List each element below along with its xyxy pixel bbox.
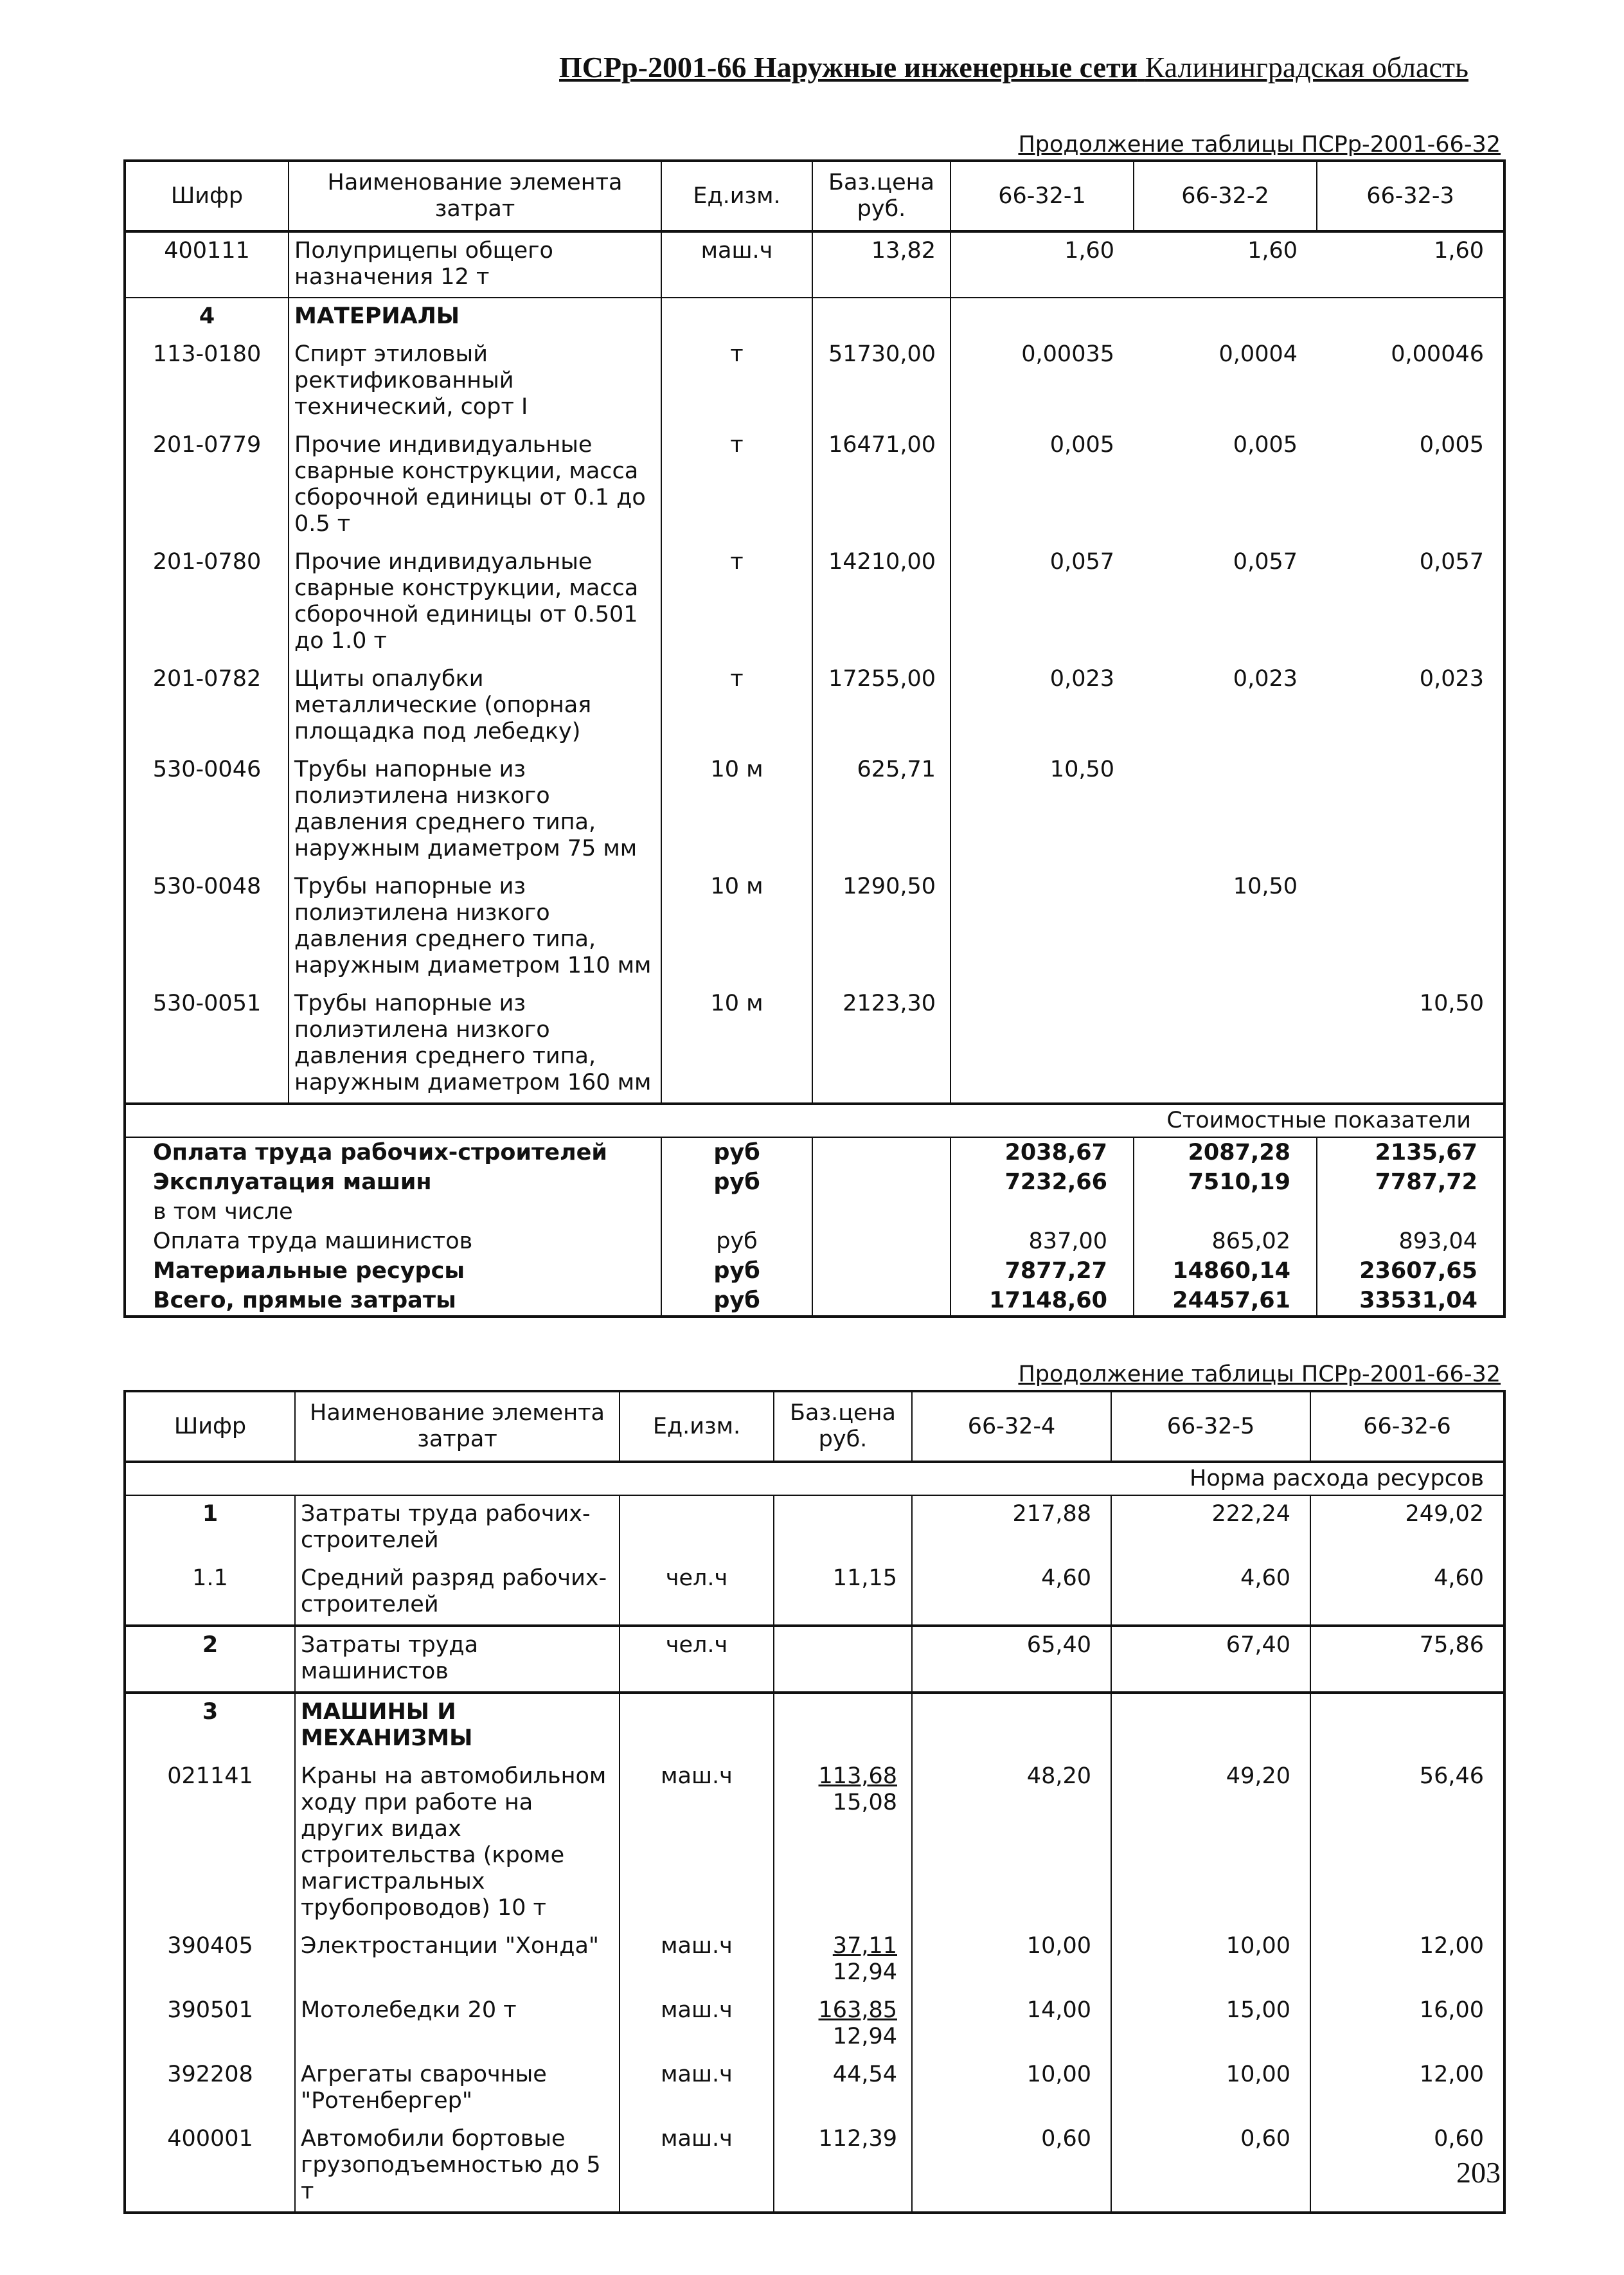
price-cell: 13,82 <box>812 231 950 298</box>
code-cell: 400001 <box>125 2121 295 2213</box>
name-cell: Полуприцепы общего назначения 12 т <box>289 231 661 298</box>
name-cell: Трубы напорные из полиэтилена низкого давления среднего типа, наружным диаметром 110 мм <box>289 868 661 985</box>
value-cell: 7787,72 <box>1375 1169 1477 1195</box>
value-cell: 837,00 <box>950 1227 1134 1256</box>
value-cell: 4,60 <box>1111 1560 1310 1626</box>
code-cell: 530-0046 <box>125 751 289 868</box>
unit-cell: руб <box>661 1227 812 1256</box>
table-row <box>125 751 1504 868</box>
summary-label: в том числе <box>125 1197 661 1227</box>
value-cell: 0,023 <box>1419 666 1484 692</box>
empty-cell <box>812 1197 950 1227</box>
value-cell: 0,60 <box>1111 2121 1310 2213</box>
value-cell: 0,0004 <box>1218 341 1298 367</box>
value-cell <box>1134 1197 1317 1227</box>
table-continuation-label: Продолжение таблицы ПСРр-2001-66-32 <box>1018 1362 1501 1387</box>
summary-label: Оплата труда машинистов <box>125 1227 661 1256</box>
price-cell <box>774 1992 912 2056</box>
name-cell: Средний разряд рабочих-строителей <box>295 1560 620 1626</box>
value-cell: 10,00 <box>912 1928 1111 1992</box>
code-cell: 4 <box>125 298 289 336</box>
table-row <box>125 868 1504 985</box>
code-cell: 201-0782 <box>125 661 289 751</box>
code-cell: 2 <box>125 1626 295 1693</box>
code-cell: 400111 <box>125 231 289 298</box>
table-row <box>125 1693 1504 1758</box>
value-cell: 0,00046 <box>1391 341 1484 367</box>
resource-table-1 <box>123 159 1506 1318</box>
price-cell: 16471,00 <box>812 427 950 544</box>
name-cell: Агрегаты сварочные "Ротенбергер" <box>295 2056 620 2121</box>
unit-cell: т <box>661 661 812 751</box>
table-row <box>125 427 1504 544</box>
name-cell: Трубы напорные из полиэтилена низкого давления среднего типа, наружным диаметром 75 мм <box>289 751 661 868</box>
empty-cell <box>812 1167 950 1197</box>
value-cell: 0,005 <box>1049 432 1114 458</box>
price-cell: 51730,00 <box>812 336 950 427</box>
name-cell: Автомобили бортовые грузоподъемностью до 5 т <box>295 2121 620 2213</box>
table-row <box>125 231 1504 298</box>
unit-cell: маш.ч <box>620 2121 774 2213</box>
price-cell: 625,71 <box>812 751 950 868</box>
price-value: 44,54 <box>832 2062 897 2087</box>
resource-table-2 <box>123 1390 1506 2214</box>
code-cell: 3 <box>125 1693 295 1758</box>
unit-cell <box>661 298 812 336</box>
value-cell: 249,02 <box>1405 1501 1484 1527</box>
table-row <box>125 544 1504 661</box>
column-header: 66-32-6 <box>1310 1391 1504 1462</box>
unit-cell: маш.ч <box>620 1992 774 2056</box>
value-cell: 15,00 <box>1111 1992 1310 2056</box>
value-cell: 10,50 <box>1049 757 1114 782</box>
value-cell: 10,00 <box>1111 1928 1310 1992</box>
unit-cell <box>620 1495 774 1560</box>
unit-cell: т <box>661 544 812 661</box>
code-cell: 113-0180 <box>125 336 289 427</box>
price-cell: 2123,30 <box>812 985 950 1104</box>
price-cell: 14210,00 <box>812 544 950 661</box>
unit-cell: руб <box>661 1137 812 1167</box>
value-cell: 67,40 <box>1111 1626 1310 1693</box>
name-cell: Прочие индивидуальные сварные конструкции, масса сборочной единицы от 0.1 до 0.5 т <box>289 427 661 544</box>
value-cell: 1,60 <box>1064 238 1114 264</box>
value-cell: 12,00 <box>1419 1933 1484 1959</box>
price-cell <box>774 1693 912 1758</box>
page-number: 203 <box>1456 2156 1501 2189</box>
value-cell <box>1317 1197 1504 1227</box>
unit-cell: чел.ч <box>620 1560 774 1626</box>
value-cell: 12,00 <box>1419 2062 1484 2087</box>
cost-indicators-label: Стоимостные показатели <box>125 1104 1504 1137</box>
price-cell: 17255,00 <box>812 661 950 751</box>
code-cell: 1.1 <box>125 1560 295 1626</box>
unit-cell <box>661 1197 812 1227</box>
value-cell <box>1317 751 1504 868</box>
value-cell: 0,005 <box>1419 432 1484 458</box>
value-cell: 4,60 <box>912 1560 1111 1626</box>
price-cell <box>774 1560 912 1626</box>
summary-label: Всего, прямые затраты <box>125 1286 661 1317</box>
price-cell <box>774 1495 912 1560</box>
value-cell: 0,00035 <box>1021 341 1114 367</box>
table-row <box>125 1626 1504 1693</box>
code-cell: 021141 <box>125 1758 295 1928</box>
name-cell: Спирт этиловый ректификованный технический, сорт I <box>289 336 661 427</box>
name-cell: Щиты опалубки металлические (опорная площадка под лебедку) <box>289 661 661 751</box>
table-row <box>125 1928 1504 1992</box>
value-cell <box>1111 1693 1310 1758</box>
unit-cell: т <box>661 427 812 544</box>
price-cell <box>774 2121 912 2213</box>
table-row <box>125 1495 1504 1560</box>
table-row <box>125 336 1504 427</box>
column-header: 66-32-4 <box>912 1391 1111 1462</box>
value-cell: 217,88 <box>912 1495 1111 1560</box>
summary-label: Материальные ресурсы <box>125 1256 661 1286</box>
price-value: 11,15 <box>832 1565 897 1591</box>
unit-cell: т <box>661 336 812 427</box>
value-cell <box>912 1693 1111 1758</box>
code-cell: 530-0051 <box>125 985 289 1104</box>
price-cell <box>774 2056 912 2121</box>
table-row <box>125 2121 1504 2213</box>
value-cell: 4,60 <box>1434 1565 1484 1591</box>
unit-cell: 10 м <box>661 985 812 1104</box>
unit-cell: маш.ч <box>620 1928 774 1992</box>
unit-cell: маш.ч <box>620 1758 774 1928</box>
table-row <box>125 985 1504 1104</box>
table-header-row <box>125 161 1504 231</box>
value-cell <box>950 985 1134 1104</box>
table-row <box>125 1992 1504 2056</box>
value-cell: 7510,19 <box>1134 1167 1317 1197</box>
price-secondary-value: 15,08 <box>832 1790 897 1815</box>
value-cell: 7232,66 <box>950 1167 1134 1197</box>
name-cell: Трубы напорные из полиэтилена низкого давления среднего типа, наружным диаметром 160 мм <box>289 985 661 1104</box>
column-header: Баз.цена руб. <box>774 1391 912 1462</box>
value-cell: 16,00 <box>1419 1997 1484 2023</box>
value-cell: 1,60 <box>1247 238 1298 264</box>
value-cell: 222,24 <box>1111 1495 1310 1560</box>
price-secondary-value: 12,94 <box>832 1959 897 1985</box>
value-cell <box>1134 298 1317 336</box>
code-cell: 390501 <box>125 1992 295 2056</box>
value-cell: 48,20 <box>912 1758 1111 1928</box>
name-cell: Затраты труда машинистов <box>295 1626 620 1693</box>
code-cell: 201-0779 <box>125 427 289 544</box>
summary-row <box>125 1197 1504 1227</box>
column-header: Шифр <box>125 161 289 231</box>
value-cell: 17148,60 <box>950 1286 1134 1317</box>
column-header: 66-32-5 <box>1111 1391 1310 1462</box>
empty-cell <box>812 1256 950 1286</box>
column-header: 66-32-1 <box>950 161 1134 231</box>
summary-row <box>125 1286 1504 1317</box>
unit-cell: руб <box>661 1167 812 1197</box>
value-cell: 33531,04 <box>1359 1288 1477 1313</box>
code-cell: 530-0048 <box>125 868 289 985</box>
price-secondary-value: 12,94 <box>832 2024 897 2049</box>
value-cell: 24457,61 <box>1134 1286 1317 1317</box>
value-cell: 49,20 <box>1111 1758 1310 1928</box>
price-cell <box>774 1758 912 1928</box>
value-cell: 0,005 <box>1233 432 1298 458</box>
value-cell: 0,60 <box>1434 2126 1484 2152</box>
value-cell: 65,40 <box>912 1626 1111 1693</box>
value-cell: 0,023 <box>1049 666 1114 692</box>
price-value: 163,85 <box>818 1997 897 2023</box>
table-row <box>125 2056 1504 2121</box>
unit-cell: 10 м <box>661 751 812 868</box>
column-header: 66-32-2 <box>1134 161 1317 231</box>
column-header: Баз.цена руб. <box>812 161 950 231</box>
summary-row <box>125 1137 1504 1167</box>
name-cell: МАТЕРИАЛЫ <box>289 298 661 336</box>
value-cell: 2087,28 <box>1134 1137 1317 1167</box>
table-continuation-label: Продолжение таблицы ПСРр-2001-66-32 <box>1018 132 1501 157</box>
value-cell: 893,04 <box>1398 1228 1477 1254</box>
column-header: 66-32-3 <box>1317 161 1504 231</box>
value-cell <box>1310 1693 1504 1758</box>
unit-cell: руб <box>661 1286 812 1317</box>
unit-cell: чел.ч <box>620 1626 774 1693</box>
value-cell: 0,057 <box>1233 549 1298 575</box>
empty-cell <box>812 1286 950 1317</box>
price-cell: 1290,50 <box>812 868 950 985</box>
summary-label: Оплата труда рабочих-строителей <box>125 1137 661 1167</box>
unit-cell: маш.ч <box>620 2056 774 2121</box>
value-cell: 56,46 <box>1419 1763 1484 1789</box>
value-cell: 865,02 <box>1134 1227 1317 1256</box>
code-cell: 392208 <box>125 2056 295 2121</box>
price-cell <box>812 298 950 336</box>
table-row <box>125 298 1504 336</box>
column-header: Ед.изм. <box>620 1391 774 1462</box>
page-header <box>559 50 1510 84</box>
price-value: 113,68 <box>818 1763 897 1789</box>
unit-cell: маш.ч <box>661 231 812 298</box>
value-cell: 14,00 <box>912 1992 1111 2056</box>
value-cell: 7877,27 <box>950 1256 1134 1286</box>
norm-label: Норма расхода ресурсов <box>125 1462 1504 1495</box>
name-cell: Электростанции "Хонда" <box>295 1928 620 1992</box>
value-cell <box>1317 298 1504 336</box>
price-cell <box>774 1928 912 1992</box>
value-cell <box>1134 751 1317 868</box>
empty-cell <box>812 1227 950 1256</box>
value-cell <box>1317 868 1504 985</box>
price-value: 112,39 <box>818 2126 897 2152</box>
code-cell: 201-0780 <box>125 544 289 661</box>
value-cell: 14860,14 <box>1134 1256 1317 1286</box>
name-cell: Мотолебедки 20 т <box>295 1992 620 2056</box>
column-header: Ед.изм. <box>661 161 812 231</box>
name-cell: Затраты труда рабочих-строителей <box>295 1495 620 1560</box>
name-cell: Краны на автомобильном ходу при работе на других видах строительства (кроме магистральных трубопроводов) 10 т <box>295 1758 620 1928</box>
value-cell: 0,60 <box>912 2121 1111 2213</box>
name-cell: Прочие индивидуальные сварные конструкции, масса сборочной единицы от 0.501 до 1.0 т <box>289 544 661 661</box>
summary-row <box>125 1227 1504 1256</box>
table-row <box>125 661 1504 751</box>
column-header: Шифр <box>125 1391 295 1462</box>
value-cell: 23607,65 <box>1359 1258 1477 1284</box>
norm-row <box>125 1462 1504 1495</box>
document-title: ПСРр-2001-66 Наружные инженерные сети <box>559 51 1138 84</box>
value-cell <box>950 298 1134 336</box>
unit-cell: 10 м <box>661 868 812 985</box>
code-cell: 1 <box>125 1495 295 1560</box>
value-cell <box>950 868 1134 985</box>
column-header: Наименование элемента затрат <box>295 1391 620 1462</box>
table-header-row <box>125 1391 1504 1462</box>
value-cell: 10,50 <box>1233 874 1298 899</box>
value-cell: 2135,67 <box>1375 1140 1477 1165</box>
value-cell: 10,50 <box>1419 991 1484 1016</box>
empty-cell <box>812 1137 950 1167</box>
value-cell <box>1134 985 1317 1104</box>
table-row <box>125 1560 1504 1626</box>
value-cell: 0,057 <box>1419 549 1484 575</box>
value-cell: 0,023 <box>1233 666 1298 692</box>
unit-cell <box>620 1693 774 1758</box>
table-row <box>125 1758 1504 1928</box>
price-cell <box>774 1626 912 1693</box>
cost-indicators-row <box>125 1104 1504 1137</box>
code-cell: 390405 <box>125 1928 295 1992</box>
value-cell: 1,60 <box>1434 238 1484 264</box>
value-cell: 10,00 <box>912 2056 1111 2121</box>
summary-label: Эксплуатация машин <box>125 1167 661 1197</box>
summary-row <box>125 1256 1504 1286</box>
value-cell: 75,86 <box>1310 1626 1504 1693</box>
document-region: Калининградская область <box>1145 51 1468 84</box>
name-cell: МАШИНЫ И МЕХАНИЗМЫ <box>295 1693 620 1758</box>
unit-cell: руб <box>661 1256 812 1286</box>
value-cell: 2038,67 <box>950 1137 1134 1167</box>
column-header: Наименование элемента затрат <box>289 161 661 231</box>
price-value: 37,11 <box>832 1933 897 1959</box>
value-cell <box>950 1197 1134 1227</box>
summary-row <box>125 1167 1504 1197</box>
value-cell: 0,057 <box>1049 549 1114 575</box>
value-cell: 10,00 <box>1111 2056 1310 2121</box>
